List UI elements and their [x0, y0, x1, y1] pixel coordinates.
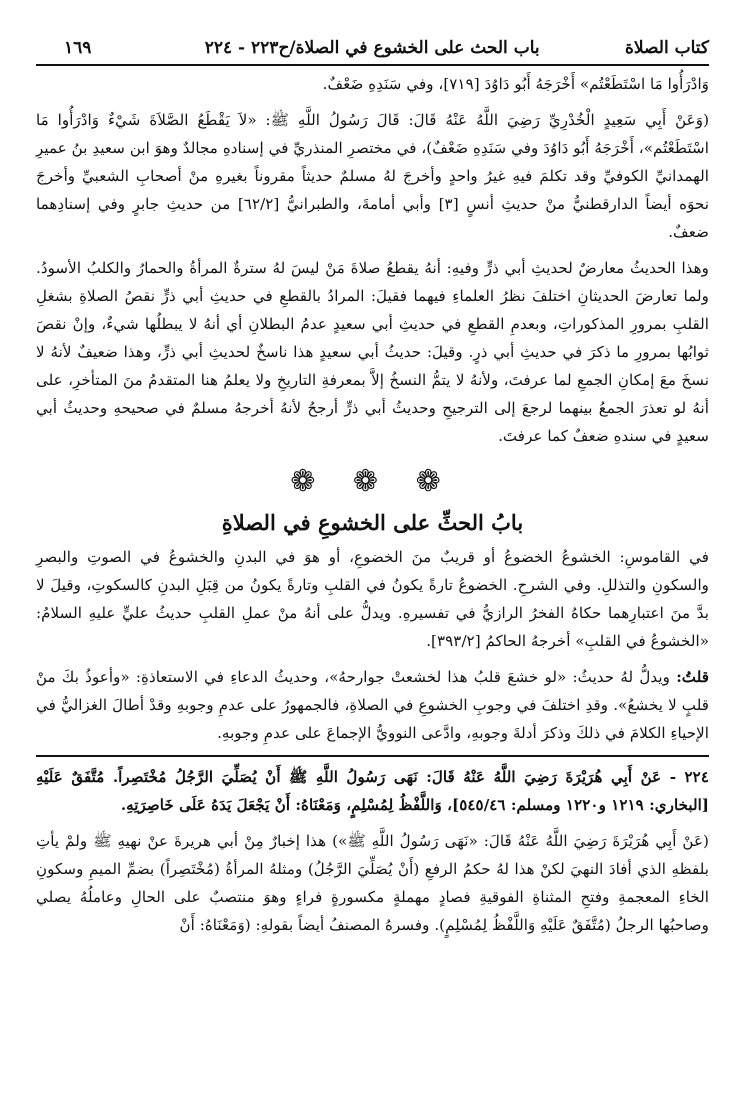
section-divider [36, 755, 709, 757]
paragraph-continuation: وَادْرَأُوا مَا اسْتَطَعْتُم» أَخْرَجَهُ أَبُو دَاوُدَ [٧١٩]، وفي سَنَدِهِ ضَعْفٌ. [322, 75, 709, 93]
paragraph-hadith-abu-said: (وَعَنْ أَبِي سَعِيدٍ الْخُدْرِيِّ رَضِيَ اللَّهُ عَنْهُ قَالَ: قَالَ رَسُولُ اللَّهِ ﷺ: «لاَ يَقْطَعُ الصَّلاَةَ شَيْءٌ وَادْرَأُوا مَا اسْتَطَعْتُم»، أَخْرَجَهُ أَبُو دَاوُدَ وفي سَنَدِهِ ضَعْفٌ)، في مختصرِ المنذريِّ في إسنادهِ مجالدٌ وهوَ ابن سعيدِ بنُ عميرِ الهمدانيِّ الكوفيِّ وقد تكلمَ فيهِ غيرُ واحدٍ وأخرجَ لهُ مسلمٌ حديثاً مقروناً بغيرهِ منْ أصحابِ الشعبيِّ وأخرجَ نحوَه أيضاً الدارقطنيُّ منْ حديثِ أنسٍ [٣] وأبي أمامةَ، والطبرانيُّ [٦٢/٢] من حديثِ جابرٍ وفي إسنادِهما ضعفٌ. [36, 111, 709, 241]
section-ornament: ❁ ❁ ❁ [290, 464, 455, 499]
qult-label: قلتُ: [676, 668, 709, 686]
hadith-number: ٢٢٤ - [669, 768, 709, 786]
paragraph-commentary: (عَنْ أَبِي هُرَيْرَةَ رَضِيَ اللَّهُ عَنْهُ قَالَ: «نَهَى رَسُولُ اللَّهِ ﷺ») هذا إخبارٌ مِنْ أبي هريرةَ عنْ نهيهِ ﷺ ولمْ يأتِ بلفظهِ الذي أفادَ النهيَ لكنْ هذا لهُ حكمُ الرفعِ (أَنْ يُصَلِّيَ الرَّجُلُ) ومثلهُ المرأةُ (مُخْتَصِراً) بضمِّ الميمِ وسكونِ الخاءِ المعجمةِ وفتحِ المثناةِ الفوقيةِ فصادٍ مهملةٍ مكسورةٍ فراءٍ وهوَ منتصبٌ على الحالِ وعاملُهُ يصلي وصاحبُها الرجلُ (مُتَّفَقٌ عَلَيْهِ وَاللَّفْظُ لِمُسْلِمٍ). وفسرهُ المصنفُ أيضاً بقولهِ: (وَمَعْنَاهُ: أَنْ [36, 832, 709, 934]
hadith-text: عَنْ أَبِي هُرَيْرَةَ رَضِيَ اللَّهُ عَنْهُ قَالَ: نَهَى رَسُولُ اللَّهِ ﷺ أَنْ يُصَلِّيَ الرَّجُلُ مُخْتَصِراً. مُتَّفَقٌ عَلَيْهِ [البخاري: ١٢١٩ و١٢٢٠ ومسلم: ٥٤٥/٤٦]، وَاللَّفْظُ لِمُسْلِمٍ، وَمَعْنَاهُ: أَنْ يَجْعَلَ يَدَهُ عَلَى خَاصِرَتِهِ. [36, 768, 709, 814]
qult-text: ويدلُّ لهُ حديثُ: «لو خشعَ قلبُ هذا لخشعتْ جوارحهُ»، وحديثُ الدعاءِ في الاستعاذةِ: «وأعوذُ بكَ منْ قلبٍ لا يخشعُ». وقدِ اختلفَ في وجوبِ الخشوعِ في الصلاةِ، فالجمهورُ على عدمِ وجوبهِ وقدْ أطالَ الغزاليُّ في الإحياءِ الكلامَ في ذلكَ وذكرَ أدلةَ وجوبهِ، وادَّعى النوويُّ الإجماعَ على عدمِ وجوبهِ. [36, 668, 709, 742]
running-header [36, 38, 709, 66]
header-book-title: كتاب الصلاة [624, 38, 709, 58]
paragraph-discussion: وهذا الحديثُ معارضٌ لحديثِ أبي ذرٍّ وفيهِ: أنهُ يقطعُ صلاةَ مَنْ ليسَ لهُ سترةٌ المرأةُ والحمارُ والكلبُ الأسودُ. ولما تعارضَ الحديثانِ اختلفَ نظرُ العلماءِ فيهما فقيلَ: المرادُ بالقطعِ في حديثِ أبي ذرٍّ نقصُ الصلاةِ بشغلِ القلبِ بمرورِ المذكوراتِ، وبعدمِ القطعِ في حديثِ أبي سعيدٍ عدمُ البطلانِ أي أنهُ لا يبطلُها شيءٌ، وإنْ نقصَ ثوابُها بمرورِ ما ذكرَ في حديثِ أبي ذرٍ. وقيلَ: حديثُ أبي سعيدٍ هذا ناسخٌ لحديثِ أبي ذرٍّ، وهذا ضعيفٌ لأنهُ لا نسخَ معَ إمكانِ الجمعِ لما عرفتَ، ولأنهُ لا يتمُّ النسخُ إلاَّ بمعرفةِ التاريخِ ولا يعلمُ هنا المتقدمُ منَ المتأخرِ، على أنهُ لو تعذرَ الجمعُ بينهما لرجعَ إلى الترجيحِ وحديثُ أبي ذرٍّ أرجحُ لأنهُ أخرجهُ مسلمٌ في صحيحهِ وحديثُ أبي سعيدٍ في سندهِ ضعفٌ كما عرفتَ. [36, 259, 709, 445]
paragraph-qult [36, 663, 709, 747]
header-chapter-title: باب الحث على الخشوع في الصلاة/ح٢٢٣ - ٢٢٤ [204, 38, 540, 58]
chapter-heading: بابُ الحثِّ على الخشوعِ في الصلاةِ [221, 510, 524, 535]
page-number: ١٦٩ [64, 38, 92, 58]
paragraph-qamus-definition: في القاموسِ: الخشوعُ الخضوعُ أو قريبٌ منَ الخضوعِ، أو هوَ في البدنِ والخشوعُ في الصوتِ والبصرِ والسكونِ والتذللِ. وفي الشرحِ. الخضوعُ تارةً يكونُ في القلبِ وتارةً يكونُ من قِبَلِ البدنِ كالسكوتِ، وقيلَ لا بدَّ منَ اعتبارِهما حكاهُ الفخرُ الرازيُّ في تفسيرهِ. ويدلُّ على أنهُ منْ عملِ القلبِ حديثُ عليٍّ عليهِ السلامُ: «الخشوعُ في القلبِ» أخرجهُ الحاكمُ [٣٩٣/٢]. [36, 548, 709, 650]
hadith-224 [36, 763, 709, 819]
